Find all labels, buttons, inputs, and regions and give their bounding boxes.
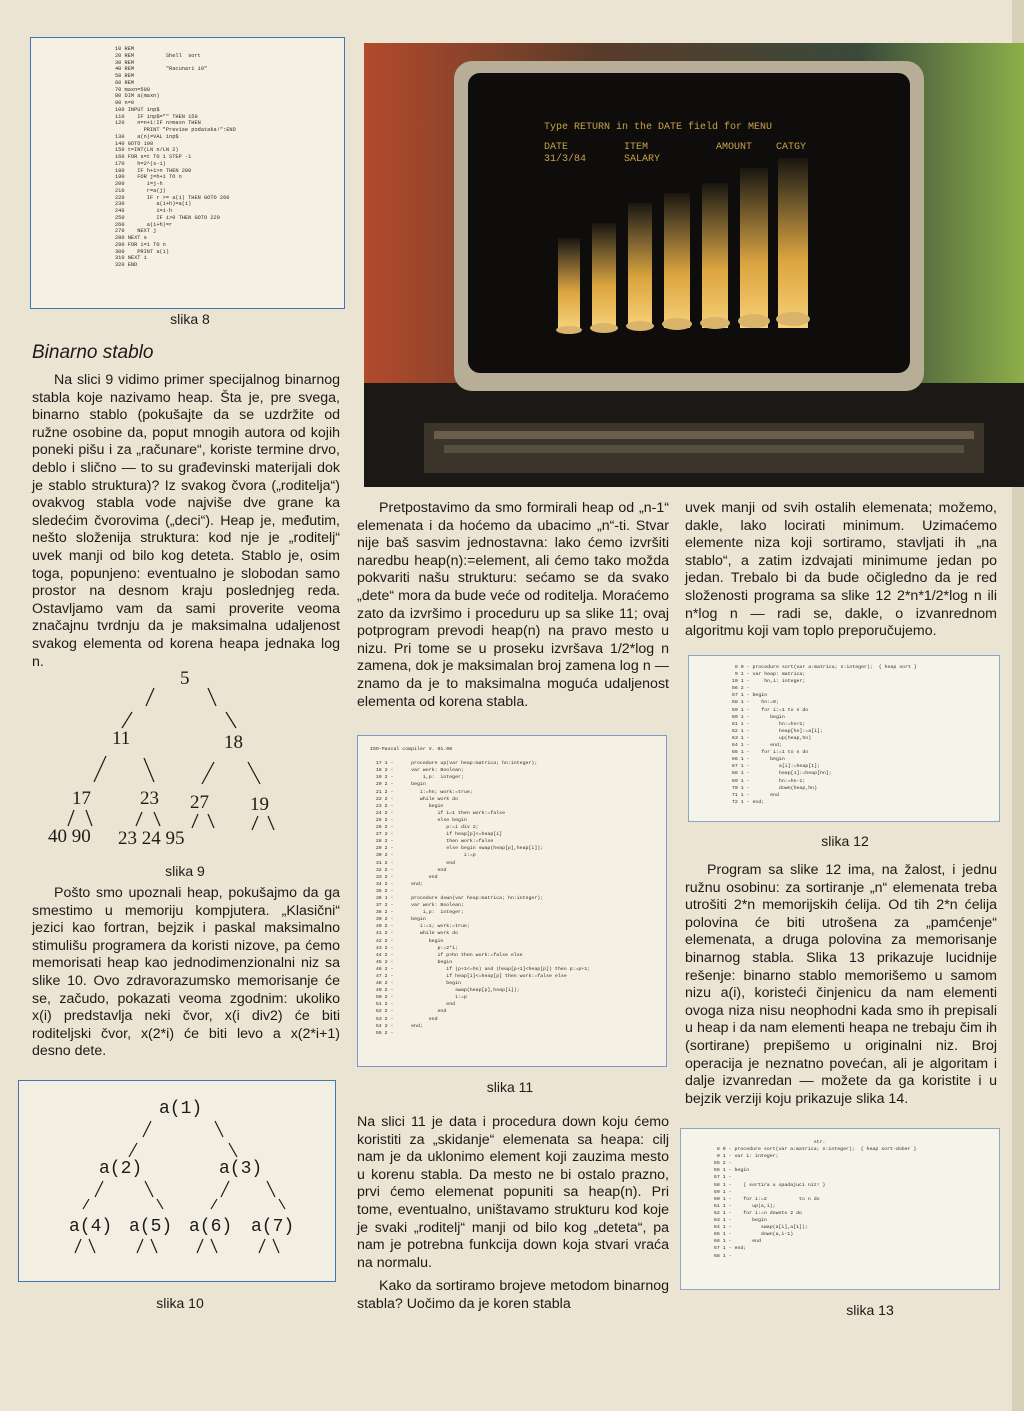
section-heading: Binarno stablo	[32, 342, 154, 363]
caption-slika8: slika 8	[170, 311, 210, 327]
figure-slika9	[30, 664, 340, 854]
tree9-root: 5	[180, 668, 190, 689]
pascal-listing-heap-sort-dober: str. 8 0 - procedure sort(var a:matrica; n:integer); { heap sort-dober } 9 1 - var i: integer; 55 2 - 56 1 - begin 57 1 - 58 1 - { sortira u opadajuci niz! } 59 1 - 60 1 - for i:=2 to n do 61 1 - up(a,i); 62 1 - for i:=n downto 2 do 63 1 - begin 64 1 - swap(a[i],a[1]); 65 1 - down(a,i-1) 66 1 - end 67 1 - end; 68 1 -	[713, 1140, 917, 1259]
col1-paragraph-2: Pošto smo upoznali heap, pokušajmo da ga smestimo u memoriju kompjutera. „Klasični“ jezici kao fortran, bejzik i paskal maksimalno stimulišu programera da koristi nizove, pa ćemo memorisati heap kao jednodimenzionalni niz sa slike 10. Ovo zdravorazumsko memorisanje će se, začudo, pokazati veoma zgodnim: ukoliko x(i) predstavlja neki čvor, x(i div2) će biti roditeljski čvor, x(2*i) će biti levo a x(2*i+1) desno dete.	[32, 885, 340, 1060]
basic-listing: 10 REM 20 REM Shell sort 30 REM 40 REM "Racunari 19" 50 REM 60 REM 70 maxn=500 80 DIM a(maxn) 90 n=0 100 INPUT inp$ 110 IF inp$="" THEN 150 120 n=n+1:IF n>maxn THEN PRINT "Previse podataka!":END 130 a(n)=VAL inp$ 140 GOTO 100 150 t=INT(LN n/LN 2) 160 FOR s=t TO 1 STEP -1 170 h=2^(s-1) 180 IF h+1>n THEN 280 190 FOR j=h+1 TO n 200 i=j-h 210 r=a(j) 220 IF r >= a(i) THEN GOTO 260 230 a(i+h)=a(i) 240 i=i-h 250 IF i>0 THEN GOTO 220 260 a(i+h)=r 270 NEXT j 280 NEXT s 290 FOR i=1 TO n 300 PRINT a(i) 310 NEXT i 320 END	[115, 46, 236, 268]
col2-paragraph-2: Na slici 11 je data i procedura down koju ćemo koristiti za „skidanje“ elemenata sa heapa: cilj nam je da uklonimo element koji zauzima mesto u korenu stabla. Da mesto ne bi ostalo prazno, prvi ćemo elemenat popuniti sa heap(n). Pri tome, eventualno, uništavamo strukturu kod koje je svaki „roditelj“ manji od bilo kog „deteta“, pa nam je potrebna funkcija down koja stvari vraća na normalu.	[357, 1114, 669, 1271]
figure-slika10	[18, 1080, 336, 1282]
listing-box-slika13	[680, 1128, 1000, 1290]
tree10-node-a3: a(3)	[219, 1159, 263, 1179]
pascal-listing-up-down: ISO-Pascal compiler V. 01.00 17 1 - procedure up(var heap:matrica; hn:integer); 18 2 - var work: Boolean; 19 2 - i,p: integer; 20 2 - begin 21 2 - i:=hn; work:=true; 22 2 - while work do 23 2 - begin 24 2 - if i=1 then work:=false 25 2 - else begin 26 2 - p:=i div 2; 27 2 - if heap[p]<=heap[i] 28 2 - then work:=false 29 2 - else begin swap(heap[p],heap[i]); 30 2 - i:=p 31 2 - end 32 2 - end 33 2 - end 34 2 - end; 35 2 - 36 1 - procedure down(var heap:matrica; hn:integer); 37 2 - var work: Boolean; 38 2 - i,p: integer; 39 2 - begin 40 2 - i:=1; work:=true; 41 2 - while work do 42 2 - begin 43 2 - p:=2*i; 44 2 - if p>hn then work:=false else 45 2 - begin 46 2 - if (p+1<=hn) and (heap[p+1]<heap[p]) then p:=p+1; 47 2 - if heap[i]<=heap[p] then work:=false else 48 2 - begin 49 2 - swap(heap[p],heap[i]); 50 2 - i:=p 51 2 - end 52 2 - end 53 2 - end 54 2 - end; 55 2 -	[370, 747, 591, 1036]
tree9-node-19: 19	[250, 794, 269, 815]
tree10-node-a2: a(2)	[99, 1159, 143, 1179]
column-2-bottom	[357, 1114, 669, 1320]
listing-box-slika11	[357, 735, 667, 1067]
tree10-node-a4: a(4)	[69, 1217, 113, 1237]
col1-paragraph-1: Na slici 9 vidimo primer specijalnog binarnog stabla koje nazivamo heap. Šta je, pre svega, binarno stablo (pokušajte da se uzdržite od ružne osobine da, poput mnogih autora od kojih poneki pišu i za „računare“, koriste termine drvo, deblo i slično — to su građevinski materijali dok je stablo struktura)? Iz svakog čvora („roditelja“) ovakvog stabla vode najviše dve grane ka sledećim čvorovima („deci“). Heap je, međutim, nešto složenija struktura: kod nje je „roditelj“ uvek manji od bilo kog deteta. Stablo je, osim toga, popunjeno: eventualno je slobodan samo prostor na desnom kraju poslednjeg reda. Ostavljamo vam da sami proverite veoma značajnu tvrdnju da je maksimalna udaljenost svakog elementa od korena heapa jednaka log n.	[32, 372, 340, 670]
column-3-bottom	[685, 862, 997, 1114]
tree9-node-23: 23	[140, 788, 159, 809]
screen-val-date: 31/3/84	[544, 154, 587, 165]
monitor-illustration	[364, 43, 1024, 487]
col2-paragraph-3: Kako da sortiramo brojeve metodom binarnog stabla? Uočimo da je koren stabla	[357, 1278, 669, 1312]
col3-paragraph-1: uvek manji od svih ostalih elemenata; možemo, dakle, lako locirati minimum. Uzimaćemo elemente niza koji sortiramo, stavljati ih „na stablo“, a zatim izdvajati minimume jedan po jedan. Trebalo bi da bude očigledno da je red složenosti programa sa slike 12 2*n*1/2*log n ili n*log n — radi se, dakle, o izvanrednom algoritmu koji vam toplo preporučujemo.	[685, 500, 997, 640]
screen-val-item: SALARY	[624, 154, 661, 165]
monitor-photo	[364, 43, 1024, 487]
tree10-node-a7: a(7)	[251, 1217, 295, 1237]
tree9-node-27: 27	[190, 792, 209, 813]
listing-box-slika12	[688, 655, 1000, 822]
column-2-top	[357, 500, 669, 717]
caption-slika11: slika 11	[486, 1079, 534, 1095]
caption-slika12: slika 12	[821, 833, 869, 849]
caption-slika10: slika 10	[156, 1295, 204, 1311]
screen-col-amount: AMOUNT	[716, 142, 753, 153]
tree9-leaves-middle: 23 24 95	[118, 828, 185, 849]
screen-col-catgy: CATGY	[776, 142, 807, 153]
col3-paragraph-2: Program sa slike 12 ima, na žalost, i jednu ružnu osobinu: za sortiranje „n“ elemenata treba utrošiti 2*n memorijskih ćelija. Od tih 2*n ćelija polovina će biti utrošena za „pamćenje“ elemenata, a druga polovina za memorisanje binarnog stabla. Slika 13 prikazuje lucidnije rešenje: binarno stablo memorišemo u samom nizu a(i), koristeći činjenicu da nam elementi ovoga niza nisu neophodni kada smo ih prepisali u heap i da nam elementi heapa ne trebaju čim ih (sortirane) prepišemo u originalni niz. Broj operacija je neznatno povećan, ali je algoritam i dalje izvanredan — možete da ga koristite i u bejzik verziji koju prikazuje slika 14.	[685, 862, 997, 1107]
tree9-left: 11	[112, 728, 131, 749]
screen-col-date: DATE	[544, 142, 569, 153]
caption-slika13: slika 13	[846, 1302, 894, 1318]
tree10-node-a6: a(6)	[189, 1217, 233, 1237]
tree9-right: 18	[224, 732, 243, 753]
listing-box-slika8	[30, 37, 345, 309]
column-1-bottom	[32, 885, 340, 1067]
caption-slika9: slika 9	[165, 863, 205, 879]
col2-paragraph-1: Pretpostavimo da smo formirali heap od „n-1“ elemenata i da hoćemo da ubacimo „n“-ti. Stvar nije baš sasvim jednostavna: lako ćemo izvršiti naredbu heap(n):=element, ali ćemo tako možda pokvariti našu strukturu: sećamo se da svako „dete“ mora da bude veće od roditelja. Moraćemo zato da izvršimo i proceduru up sa slike 11; ovaj potprogram prevodi heap(n) na pravo mesto u nizu. Pri tome se u proseku izvršava 1/2*log n zamena, dok je maksimalan broj zamena log n — znamo da je to maksimalna moguća udaljenost elementa od korena stabla.	[357, 500, 669, 710]
tree10-root: a(1)	[159, 1099, 203, 1119]
column-1-top	[32, 372, 340, 677]
screen-prompt: Type RETURN in the DATE field for MENU	[544, 122, 773, 133]
screen-col-item: ITEM	[624, 142, 649, 153]
tree9-leaves-left: 40 90	[48, 826, 91, 847]
column-3-top	[685, 500, 997, 647]
pascal-listing-heap-sort: 8 0 - procedure sort(var a:matrica; n:integer); { heap sort } 9 1 - var heap: matrica; 10 1 - hn,i: integer; 56 2 - 57 1 - begin 58 1 - hn:=0; 59 1 - for i:=1 to n do 60 1 - begin 61 1 - hn:=hn+1; 62 1 - heap[hn]:=a[i]; 63 1 - up(heap,hn) 64 1 - end; 65 1 - for i:=1 to n do 66 1 - begin 67 1 - a[i]:=heap[1]; 68 1 - heap[1]:=heap[hn]; 69 1 - hn:=hn-1; 70 1 - down(heap,hn) 71 1 - end 72 1 - end;	[731, 665, 917, 805]
tree10-node-a5: a(5)	[129, 1217, 173, 1237]
tree9-node-17: 17	[72, 788, 91, 809]
